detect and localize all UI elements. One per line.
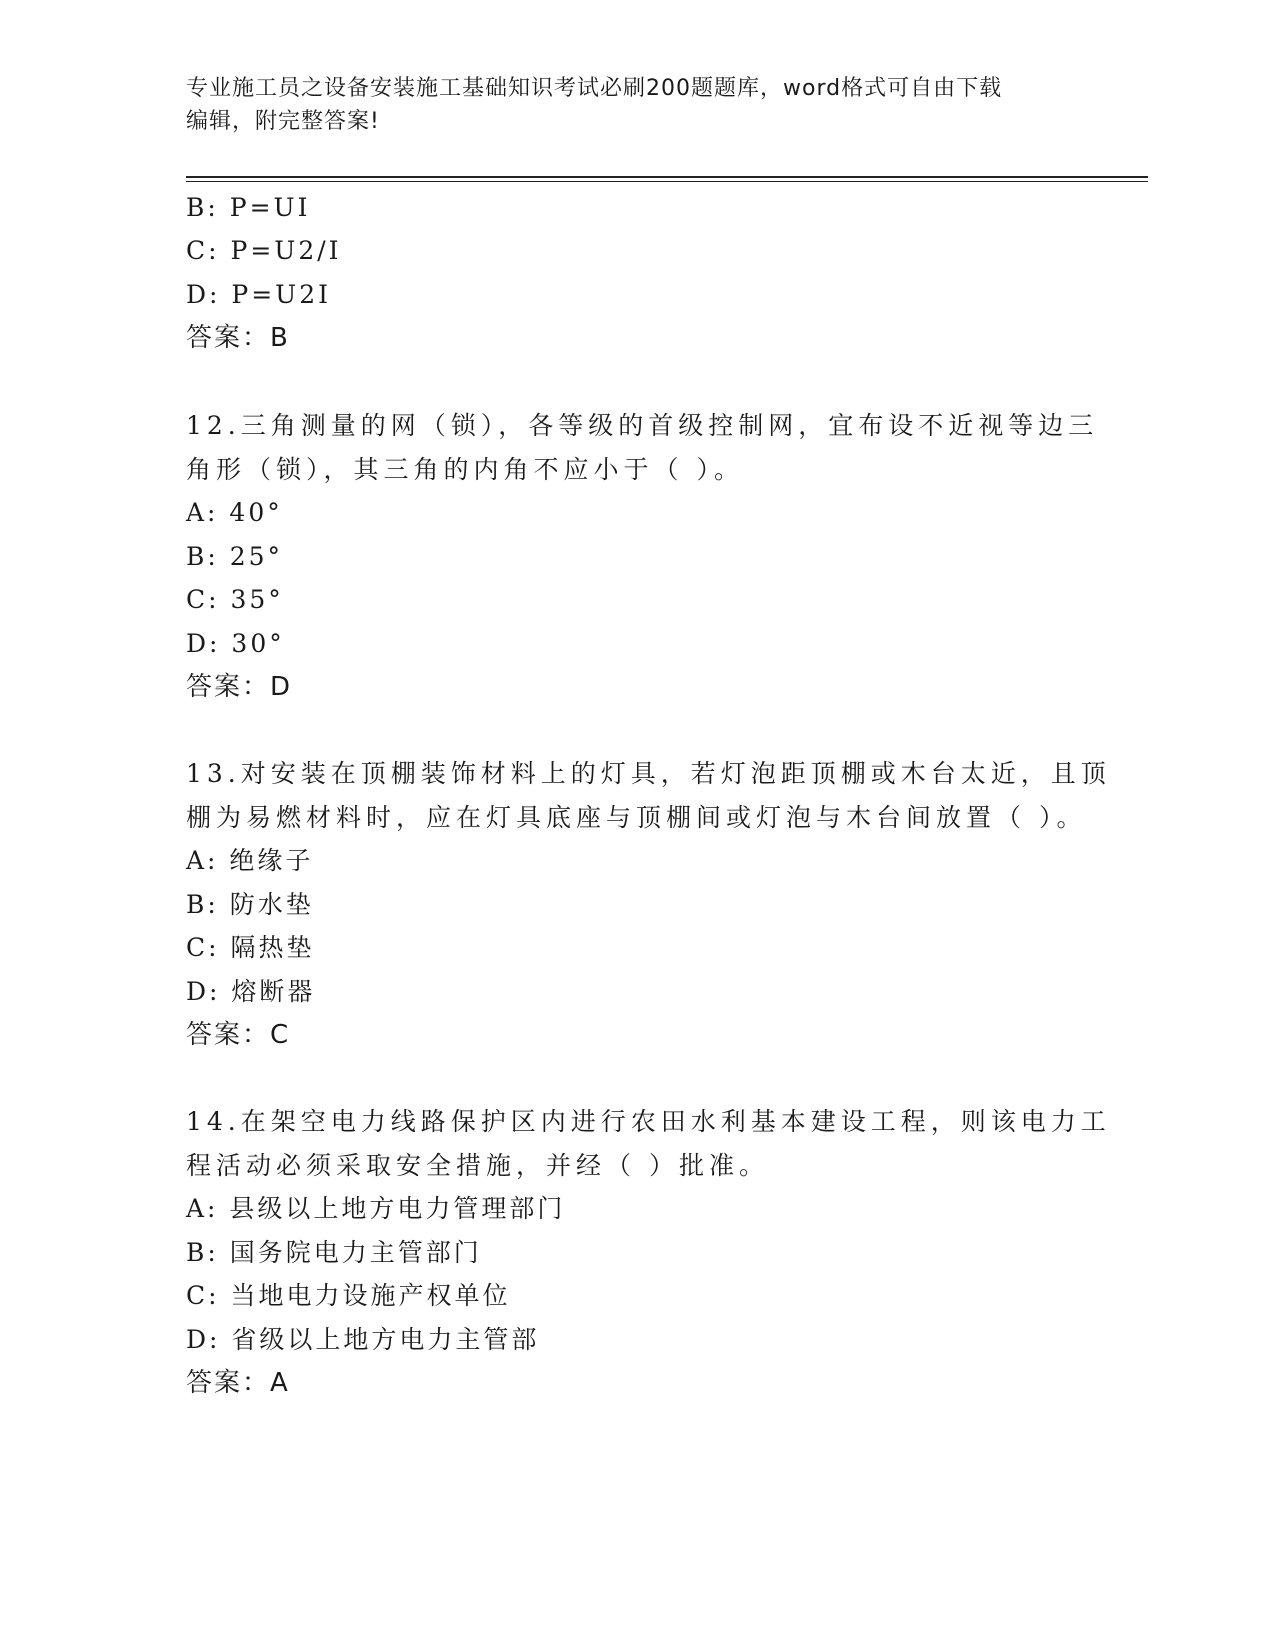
header-title-line-2: 编辑，附完整答案!: [186, 109, 380, 134]
q11-option-c: C: P=U2/I: [186, 236, 342, 265]
q13-option-a: A: 绝缘子: [186, 846, 314, 875]
q13-option-d: D: 熔断器: [186, 977, 316, 1006]
q13-option-c: C: 隔热垫: [186, 933, 315, 962]
q13-stem-line-2: 棚为易燃材料时，应在灯具底座与顶棚间或灯泡与木台间放置（ ）。: [186, 803, 1087, 832]
q12-stem-line-2: 角形（锁），其三角的内角不应小于（ ）。: [186, 455, 744, 484]
q14-option-b: B: 国务院电力主管部门: [186, 1238, 482, 1267]
q14-answer: 答案：A: [186, 1368, 290, 1398]
q14-stem-line-1: 14.在架空电力线路保护区内进行农田水利基本建设工程，则该电力工: [186, 1107, 1111, 1136]
header-divider-thick: [186, 176, 1148, 178]
header-divider-thin: [186, 181, 1148, 182]
header-title-line-1: 专业施工员之设备安装施工基础知识考试必刷200题题库，word格式可自由下载: [186, 76, 1003, 101]
q14-option-a: A: 县级以上地方电力管理部门: [186, 1194, 566, 1223]
q12-answer: 答案：D: [186, 672, 293, 702]
q11-answer: 答案：B: [186, 323, 290, 353]
q12-option-d: D: 30°: [186, 629, 285, 658]
q13-option-b: B: 防水垫: [186, 890, 314, 919]
q14-stem-line-2: 程活动必须采取安全措施，并经（ ）批准。: [186, 1151, 769, 1180]
q11-option-d: D: P=U2I: [186, 280, 332, 309]
q11-option-b: B: P=UI: [186, 193, 311, 222]
q14-option-d: D: 省级以上地方电力主管部: [186, 1325, 540, 1354]
q13-answer: 答案：C: [186, 1020, 291, 1050]
q12-option-c: C: 35°: [186, 585, 284, 614]
q12-stem-line-1: 12.三角测量的网（锁），各等级的首级控制网，宜布设不近视等边三: [186, 411, 1099, 440]
q13-stem-line-1: 13.对安装在顶棚装饰材料上的灯具，若灯泡距顶棚或木台太近，且顶: [186, 759, 1111, 788]
q14-option-c: C: 当地电力设施产权单位: [186, 1281, 511, 1310]
q12-option-a: A: 40°: [186, 498, 283, 527]
q12-option-b: B: 25°: [186, 542, 284, 571]
page-header: [186, 72, 1066, 138]
